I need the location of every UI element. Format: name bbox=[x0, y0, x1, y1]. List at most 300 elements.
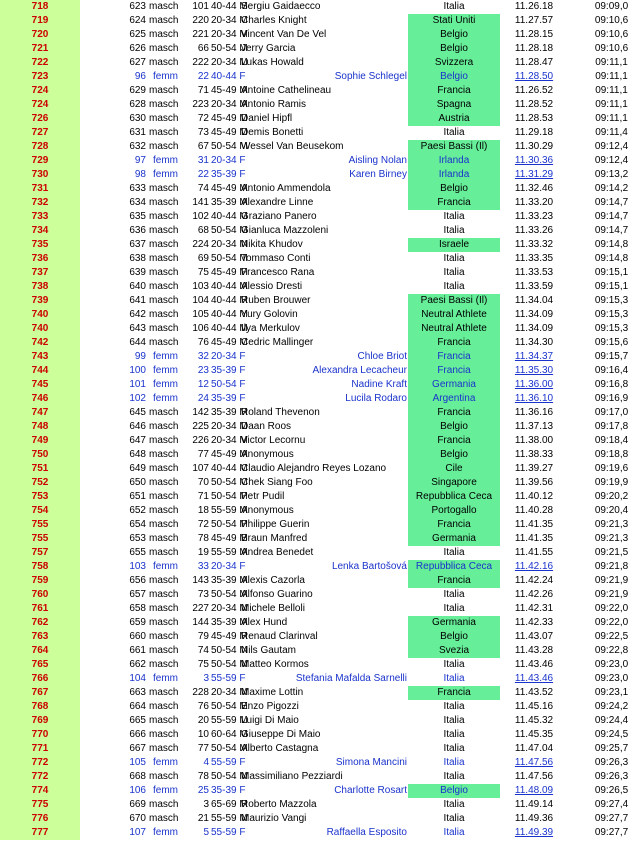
age-category-cell: 20-34 M bbox=[211, 99, 248, 110]
position-cell: 718 bbox=[0, 0, 80, 14]
nation-cell: Belgio bbox=[408, 630, 500, 644]
table-row bbox=[0, 364, 637, 378]
table-row bbox=[0, 266, 637, 280]
finish-time-cell: 11.33.35 bbox=[514, 253, 554, 264]
finish-time-cell: 11.36.00 bbox=[514, 379, 554, 390]
pace-cell: 09:25,7 bbox=[594, 743, 629, 754]
position-cell: 764 bbox=[0, 644, 80, 658]
finish-time-cell: 11.30.29 bbox=[514, 141, 554, 152]
position-cell: 755 bbox=[0, 518, 80, 532]
position-cell: 753 bbox=[0, 490, 80, 504]
position-cell: 767 bbox=[0, 686, 80, 700]
athlete-name-cell: Enzo Pigozzi bbox=[241, 701, 299, 712]
bib-cell: 634 bbox=[129, 197, 146, 208]
table-row bbox=[0, 378, 637, 392]
position-cell: 740 bbox=[0, 322, 80, 336]
nation-cell: Italia bbox=[443, 267, 465, 278]
finish-time-cell: 11.38.33 bbox=[514, 449, 554, 460]
gender-cell: masch bbox=[149, 589, 179, 600]
finish-time-cell: 11.30.36 bbox=[514, 155, 554, 166]
category-rank-cell: 24 bbox=[197, 393, 209, 404]
category-rank-cell: 73 bbox=[197, 127, 209, 138]
nation-cell: Francia bbox=[408, 686, 500, 700]
bib-cell: 105 bbox=[129, 757, 146, 768]
gender-cell: masch bbox=[149, 547, 179, 558]
athlete-name-cell: Raffaella Esposito bbox=[326, 827, 407, 838]
finish-time-cell: 11.39.27 bbox=[514, 463, 554, 474]
category-rank-cell: 223 bbox=[192, 99, 209, 110]
category-rank-cell: 75 bbox=[197, 659, 209, 670]
pace-cell: 09:11,1 bbox=[595, 71, 628, 82]
table-row bbox=[0, 770, 637, 784]
age-category-cell: 45-49 M bbox=[211, 533, 248, 544]
finish-time-cell: 11.43.28 bbox=[514, 645, 554, 656]
athlete-name-cell: Yury Golovin bbox=[241, 309, 298, 320]
nation-cell: Italia bbox=[443, 827, 465, 838]
finish-time-cell: 11.31.29 bbox=[514, 169, 554, 180]
athlete-name-cell: Aisling Nolan bbox=[348, 155, 407, 166]
nation-cell: Italia bbox=[443, 211, 465, 222]
pace-cell: 09:15,7 bbox=[594, 351, 629, 362]
finish-time-cell: 11.28.15 bbox=[514, 29, 554, 40]
finish-time-cell: 11.43.52 bbox=[514, 687, 554, 698]
pace-cell: 09:16,4 bbox=[594, 365, 629, 376]
pace-cell: 09:14,7 bbox=[594, 197, 629, 208]
table-row bbox=[0, 168, 637, 182]
age-category-cell: 20-34 M bbox=[211, 435, 248, 446]
category-rank-cell: 222 bbox=[192, 57, 209, 68]
category-rank-cell: 144 bbox=[192, 617, 209, 628]
gender-cell: femm bbox=[153, 169, 178, 180]
gender-cell: masch bbox=[149, 477, 179, 488]
bib-cell: 628 bbox=[129, 99, 146, 110]
category-rank-cell: 101 bbox=[192, 1, 209, 12]
finish-time-cell: 11.33.32 bbox=[514, 239, 554, 250]
nation-cell: Francia bbox=[408, 196, 500, 210]
finish-time-cell: 11.32.46 bbox=[514, 183, 554, 194]
table-row bbox=[0, 630, 637, 644]
age-category-cell: 40-44 F bbox=[211, 71, 246, 82]
finish-time-cell: 11.41.55 bbox=[514, 547, 554, 558]
category-rank-cell: 74 bbox=[197, 183, 209, 194]
bib-cell: 101 bbox=[129, 379, 146, 390]
nation-cell: Belgio bbox=[408, 182, 500, 196]
position-cell: 769 bbox=[0, 714, 80, 728]
position-cell: 737 bbox=[0, 266, 80, 280]
nation-cell: Francia bbox=[408, 574, 500, 588]
finish-time-cell: 11.36.10 bbox=[514, 393, 554, 404]
gender-cell: femm bbox=[153, 379, 178, 390]
finish-time-cell: 11.42.16 bbox=[514, 561, 554, 572]
nation-cell: Belgio bbox=[408, 28, 500, 42]
gender-cell: masch bbox=[149, 771, 179, 782]
gender-cell: masch bbox=[149, 337, 179, 348]
age-category-cell: 50-54 M bbox=[211, 491, 248, 502]
position-cell: 763 bbox=[0, 630, 80, 644]
position-cell: 749 bbox=[0, 434, 80, 448]
pace-cell: 09:15,3 bbox=[594, 323, 629, 334]
finish-time-cell: 11.48.09 bbox=[514, 785, 554, 796]
bib-cell: 669 bbox=[129, 799, 146, 810]
bib-cell: 667 bbox=[129, 743, 146, 754]
age-category-cell: 55-59 F bbox=[211, 757, 246, 768]
gender-cell: masch bbox=[149, 645, 179, 656]
table-row bbox=[0, 462, 637, 476]
bib-cell: 640 bbox=[129, 281, 146, 292]
age-category-cell: 50-54 M bbox=[211, 701, 248, 712]
bib-cell: 661 bbox=[129, 645, 146, 656]
table-row bbox=[0, 210, 637, 224]
nation-cell: Belgio bbox=[408, 448, 500, 462]
athlete-name-cell: Charlotte Rosart bbox=[334, 785, 407, 796]
age-category-cell: 60-64 M bbox=[211, 729, 248, 740]
bib-cell: 653 bbox=[129, 533, 146, 544]
bib-cell: 631 bbox=[129, 127, 146, 138]
finish-time-cell: 11.47.04 bbox=[514, 743, 554, 754]
gender-cell: masch bbox=[149, 323, 179, 334]
bib-cell: 658 bbox=[129, 603, 146, 614]
pace-cell: 09:15,1 bbox=[594, 267, 629, 278]
age-category-cell: 50-54 M bbox=[211, 141, 248, 152]
athlete-name-cell: Alexandre Linne bbox=[241, 197, 314, 208]
gender-cell: masch bbox=[149, 631, 179, 642]
athlete-name-cell: Ruben Brouwer bbox=[241, 295, 311, 306]
table-row bbox=[0, 70, 637, 84]
category-rank-cell: 25 bbox=[197, 785, 209, 796]
position-cell: 734 bbox=[0, 224, 80, 238]
age-category-cell: 55-59 F bbox=[211, 827, 246, 838]
finish-time-cell: 11.28.18 bbox=[514, 43, 554, 54]
gender-cell: femm bbox=[153, 351, 178, 362]
finish-time-cell: 11.42.24 bbox=[514, 575, 554, 586]
athlete-name-cell: Maxime Lottin bbox=[241, 687, 304, 698]
category-rank-cell: 33 bbox=[197, 561, 209, 572]
category-rank-cell: 72 bbox=[197, 519, 209, 530]
finish-time-cell: 11.39.56 bbox=[514, 477, 554, 488]
gender-cell: masch bbox=[149, 85, 179, 96]
athlete-name-cell: Chloe Briot bbox=[357, 351, 407, 362]
pace-cell: 09:10,6 bbox=[594, 43, 629, 54]
nation-cell: Italia bbox=[443, 743, 465, 754]
finish-time-cell: 11.28.47 bbox=[514, 57, 554, 68]
pace-cell: 09:11,1 bbox=[595, 57, 628, 68]
nation-cell: Neutral Athlete bbox=[408, 308, 500, 322]
age-category-cell: 50-54 F bbox=[211, 379, 246, 390]
finish-time-cell: 11.43.46 bbox=[514, 673, 554, 684]
athlete-name-cell: Francesco Rana bbox=[241, 267, 315, 278]
nation-cell: Italia bbox=[443, 589, 465, 600]
pace-cell: 09:09,0 bbox=[594, 1, 629, 12]
gender-cell: masch bbox=[149, 1, 179, 12]
athlete-name-cell: Philippe Guerin bbox=[241, 519, 310, 530]
category-rank-cell: 71 bbox=[197, 85, 209, 96]
category-rank-cell: 78 bbox=[197, 771, 209, 782]
nation-cell: Italia bbox=[443, 813, 465, 824]
age-category-cell: 40-44 M bbox=[211, 211, 248, 222]
nation-cell: Italia bbox=[443, 603, 465, 614]
position-cell: 759 bbox=[0, 574, 80, 588]
finish-time-cell: 11.43.46 bbox=[514, 659, 554, 670]
position-cell: 744 bbox=[0, 364, 80, 378]
category-rank-cell: 221 bbox=[192, 29, 209, 40]
age-category-cell: 20-34 M bbox=[211, 57, 248, 68]
athlete-name-cell: Daan Roos bbox=[241, 421, 292, 432]
category-rank-cell: 69 bbox=[197, 253, 209, 264]
position-cell: 774 bbox=[0, 784, 80, 798]
position-cell: 746 bbox=[0, 392, 80, 406]
nation-cell: Germania bbox=[408, 378, 500, 392]
finish-time-cell: 11.42.26 bbox=[514, 589, 554, 600]
age-category-cell: 45-49 M bbox=[211, 183, 248, 194]
gender-cell: masch bbox=[149, 743, 179, 754]
bib-cell: 659 bbox=[129, 617, 146, 628]
bib-cell: 103 bbox=[129, 561, 146, 572]
nation-cell: Repubblica Ceca bbox=[408, 490, 500, 504]
bib-cell: 96 bbox=[134, 71, 146, 82]
athlete-name-cell: Petr Pudil bbox=[241, 491, 285, 502]
pace-cell: 09:23,0 bbox=[594, 673, 629, 684]
pace-cell: 09:21,3 bbox=[594, 533, 629, 544]
bib-cell: 650 bbox=[129, 477, 146, 488]
nation-cell: Belgio bbox=[408, 420, 500, 434]
bib-cell: 626 bbox=[129, 43, 146, 54]
table-row bbox=[0, 224, 637, 238]
category-rank-cell: 106 bbox=[192, 323, 209, 334]
table-row bbox=[0, 0, 637, 14]
table-row bbox=[0, 826, 637, 840]
athlete-name-cell: Demis Bonetti bbox=[241, 127, 304, 138]
pace-cell: 09:14,2 bbox=[594, 183, 629, 194]
gender-cell: masch bbox=[149, 421, 179, 432]
gender-cell: masch bbox=[149, 575, 179, 586]
position-cell: 726 bbox=[0, 112, 80, 126]
nation-cell: Francia bbox=[408, 434, 500, 448]
bib-cell: 625 bbox=[129, 29, 146, 40]
category-rank-cell: 79 bbox=[197, 631, 209, 642]
age-category-cell: 50-54 M bbox=[211, 477, 248, 488]
position-cell: 775 bbox=[0, 798, 80, 812]
pace-cell: 09:24,5 bbox=[594, 729, 629, 740]
athlete-name-cell: Claudio Alejandro Reyes Lozano bbox=[241, 463, 387, 474]
bib-cell: 652 bbox=[129, 505, 146, 516]
pace-cell: 09:21,9 bbox=[594, 589, 629, 600]
category-rank-cell: 227 bbox=[192, 603, 209, 614]
table-row bbox=[0, 476, 637, 490]
position-cell: 743 bbox=[0, 350, 80, 364]
gender-cell: masch bbox=[149, 603, 179, 614]
nation-cell: Francia bbox=[408, 518, 500, 532]
athlete-name-cell: Lukas Howald bbox=[241, 57, 304, 68]
pace-cell: 09:14,8 bbox=[594, 253, 629, 264]
nation-cell: Italia bbox=[443, 799, 465, 810]
category-rank-cell: 5 bbox=[203, 827, 209, 838]
category-rank-cell: 68 bbox=[197, 225, 209, 236]
pace-cell: 09:21,3 bbox=[594, 519, 629, 530]
athlete-name-cell: Anonymous bbox=[241, 505, 294, 516]
pace-cell: 09:15,3 bbox=[594, 309, 629, 320]
gender-cell: masch bbox=[149, 113, 179, 124]
nation-cell: Cile bbox=[408, 462, 500, 476]
nation-cell: Argentina bbox=[408, 392, 500, 406]
bib-cell: 645 bbox=[129, 407, 146, 418]
gender-cell: masch bbox=[149, 57, 179, 68]
gender-cell: femm bbox=[153, 757, 178, 768]
nation-cell: Stati Uniti bbox=[408, 14, 500, 28]
category-rank-cell: 72 bbox=[197, 113, 209, 124]
age-category-cell: 45-49 M bbox=[211, 85, 248, 96]
category-rank-cell: 220 bbox=[192, 15, 209, 26]
gender-cell: masch bbox=[149, 197, 179, 208]
bib-cell: 102 bbox=[129, 393, 146, 404]
position-cell: 766 bbox=[0, 672, 80, 686]
pace-cell: 09:14,7 bbox=[594, 225, 629, 236]
category-rank-cell: 66 bbox=[197, 43, 209, 54]
pace-cell: 09:13,2 bbox=[594, 169, 629, 180]
athlete-name-cell: Karen Birney bbox=[349, 169, 407, 180]
athlete-name-cell: Stefania Mafalda Sarnelli bbox=[295, 673, 407, 684]
nation-cell: Italia bbox=[443, 1, 465, 12]
pace-cell: 09:27,7 bbox=[594, 813, 629, 824]
age-category-cell: 20-34 F bbox=[211, 561, 246, 572]
position-cell: 727 bbox=[0, 126, 80, 140]
age-category-cell: 35-39 M bbox=[211, 575, 248, 586]
table-row bbox=[0, 490, 637, 504]
gender-cell: femm bbox=[153, 71, 178, 82]
position-cell: 724 bbox=[0, 98, 80, 112]
position-cell: 740 bbox=[0, 308, 80, 322]
athlete-name-cell: Simona Mancini bbox=[335, 757, 407, 768]
nation-cell: Svizzera bbox=[408, 56, 500, 70]
gender-cell: masch bbox=[149, 435, 179, 446]
pace-cell: 09:20,2 bbox=[594, 491, 629, 502]
category-rank-cell: 67 bbox=[197, 141, 209, 152]
table-row bbox=[0, 714, 637, 728]
bib-cell: 627 bbox=[129, 57, 146, 68]
pace-cell: 09:19,9 bbox=[594, 477, 629, 488]
pace-cell: 09:27,7 bbox=[594, 827, 629, 838]
gender-cell: femm bbox=[153, 561, 178, 572]
position-cell: 768 bbox=[0, 700, 80, 714]
bib-cell: 660 bbox=[129, 631, 146, 642]
gender-cell: masch bbox=[149, 295, 179, 306]
age-category-cell: 50-54 M bbox=[211, 519, 248, 530]
table-row bbox=[0, 700, 637, 714]
position-cell: 738 bbox=[0, 280, 80, 294]
position-cell: 757 bbox=[0, 546, 80, 560]
pace-cell: 09:14,8 bbox=[594, 239, 629, 250]
athlete-name-cell: Michele Belloli bbox=[241, 603, 305, 614]
category-rank-cell: 107 bbox=[192, 463, 209, 474]
gender-cell: femm bbox=[153, 827, 178, 838]
table-row bbox=[0, 672, 637, 686]
category-rank-cell: 3 bbox=[203, 673, 209, 684]
nation-cell: Francia bbox=[408, 84, 500, 98]
athlete-name-cell: Braun Manfred bbox=[241, 533, 308, 544]
category-rank-cell: 70 bbox=[197, 477, 209, 488]
category-rank-cell: 224 bbox=[192, 239, 209, 250]
finish-time-cell: 11.43.07 bbox=[514, 631, 554, 642]
gender-cell: masch bbox=[149, 491, 179, 502]
age-category-cell: 50-54 M bbox=[211, 743, 248, 754]
finish-time-cell: 11.45.32 bbox=[514, 715, 554, 726]
position-cell: 724 bbox=[0, 84, 80, 98]
pace-cell: 09:18,8 bbox=[594, 449, 629, 460]
age-category-cell: 55-59 M bbox=[211, 813, 248, 824]
athlete-name-cell: Nils Gautam bbox=[241, 645, 297, 656]
age-category-cell: 50-54 M bbox=[211, 589, 248, 600]
bib-cell: 670 bbox=[129, 813, 146, 824]
bib-cell: 647 bbox=[129, 435, 146, 446]
bib-cell: 638 bbox=[129, 253, 146, 264]
position-cell: 733 bbox=[0, 210, 80, 224]
age-category-cell: 45-49 M bbox=[211, 631, 248, 642]
bib-cell: 644 bbox=[129, 337, 146, 348]
nation-cell: Neutral Athlete bbox=[408, 322, 500, 336]
bib-cell: 633 bbox=[129, 183, 146, 194]
table-row bbox=[0, 686, 637, 700]
table-row bbox=[0, 280, 637, 294]
athlete-name-cell: Massimiliano Pezziardi bbox=[241, 771, 343, 782]
nation-cell: Italia bbox=[443, 659, 465, 670]
gender-cell: masch bbox=[149, 309, 179, 320]
gender-cell: masch bbox=[149, 267, 179, 278]
finish-time-cell: 11.26.18 bbox=[514, 1, 554, 12]
category-rank-cell: 22 bbox=[197, 169, 209, 180]
table-row bbox=[0, 644, 637, 658]
finish-time-cell: 11.34.09 bbox=[514, 323, 554, 334]
category-rank-cell: 228 bbox=[192, 687, 209, 698]
table-row bbox=[0, 392, 637, 406]
nation-cell: Irlanda bbox=[408, 168, 500, 182]
age-category-cell: 35-39 F bbox=[211, 393, 246, 404]
bib-cell: 637 bbox=[129, 239, 146, 250]
bib-cell: 624 bbox=[129, 15, 146, 26]
nation-cell: Paesi Bassi (Il) bbox=[408, 140, 500, 154]
athlete-name-cell: Nikita Khudov bbox=[241, 239, 303, 250]
finish-time-cell: 11.34.09 bbox=[514, 309, 554, 320]
athlete-name-cell: Tommaso Conti bbox=[241, 253, 311, 264]
table-row bbox=[0, 574, 637, 588]
position-cell: 721 bbox=[0, 42, 80, 56]
position-cell: 751 bbox=[0, 462, 80, 476]
finish-time-cell: 11.28.50 bbox=[514, 71, 554, 82]
finish-time-cell: 11.28.52 bbox=[514, 99, 554, 110]
category-rank-cell: 23 bbox=[197, 365, 209, 376]
athlete-name-cell: Alberto Castagna bbox=[241, 743, 319, 754]
table-row bbox=[0, 560, 637, 574]
athlete-name-cell: Alex Hund bbox=[241, 617, 288, 628]
position-cell: 771 bbox=[0, 742, 80, 756]
athlete-name-cell: Renaud Clarinval bbox=[241, 631, 318, 642]
table-row bbox=[0, 588, 637, 602]
bib-cell: 642 bbox=[129, 309, 146, 320]
athlete-name-cell: Chek Siang Foo bbox=[241, 477, 313, 488]
age-category-cell: 35-39 F bbox=[211, 365, 246, 376]
nation-cell: Italia bbox=[443, 701, 465, 712]
finish-time-cell: 11.35.30 bbox=[514, 365, 554, 376]
age-category-cell: 50-54 M bbox=[211, 645, 248, 656]
gender-cell: masch bbox=[149, 701, 179, 712]
pace-cell: 09:10,6 bbox=[594, 29, 629, 40]
athlete-name-cell: Cedric Mallinger bbox=[241, 337, 314, 348]
athlete-name-cell: Alexis Cazorla bbox=[241, 575, 305, 586]
bib-cell: 104 bbox=[129, 673, 146, 684]
category-rank-cell: 21 bbox=[197, 813, 209, 824]
athlete-name-cell: Gianluca Mazzoleni bbox=[241, 225, 329, 236]
position-cell: 776 bbox=[0, 812, 80, 826]
category-rank-cell: 226 bbox=[192, 435, 209, 446]
gender-cell: masch bbox=[149, 281, 179, 292]
